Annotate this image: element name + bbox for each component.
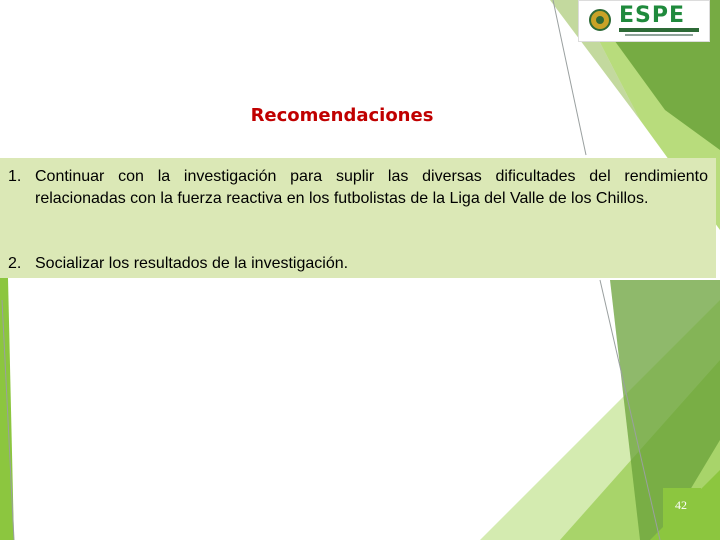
recommendation-text: Continuar con la investigación para suplir las diversas dificultades del rendimiento relacionadas con la fuerza reactiva en los futbolistas de la Liga del Valle de los Chillos. xyxy=(35,168,708,207)
page-number: 42 xyxy=(675,498,687,512)
logo-text: ESPE xyxy=(619,3,686,28)
logo-subtitle-line xyxy=(625,34,693,36)
espe-logo xyxy=(578,0,710,42)
recommendation-number: 1. xyxy=(8,168,22,185)
recommendation-item xyxy=(8,166,708,210)
slide-title: Recomendaciones xyxy=(250,105,434,126)
recommendation-text: Socializar los resultados de la investigación. xyxy=(35,255,349,272)
espe-seal-icon xyxy=(589,9,611,31)
recommendation-item xyxy=(8,253,708,275)
recommendation-number: 2. xyxy=(8,255,22,272)
recommendations-box xyxy=(0,158,716,278)
logo-bar xyxy=(619,28,699,32)
